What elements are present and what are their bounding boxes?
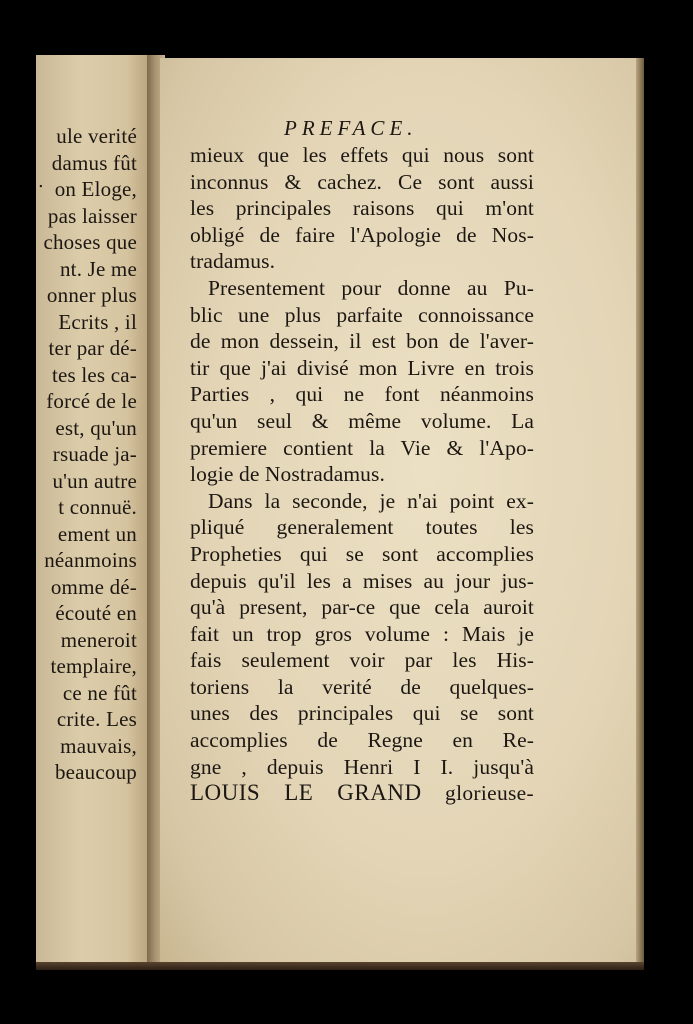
- text-line: mieux que les effets qui nous sont: [190, 143, 534, 167]
- left-line: forcé de le: [46, 389, 137, 413]
- left-line: omme dé-: [50, 574, 137, 599]
- left-line: templaire,: [50, 654, 137, 678]
- running-header: PREFACE.: [284, 116, 418, 140]
- left-line: ce ne fût: [62, 680, 137, 705]
- page-edge-shadow: [636, 58, 644, 966]
- left-page-text: [36, 123, 137, 786]
- text-line: Dans la seconde, je n'ai point ex-: [208, 488, 534, 513]
- text-line: fait un trop gros volume : Mais je: [190, 621, 534, 646]
- left-line: choses que: [43, 230, 137, 254]
- left-line: ement un: [57, 521, 137, 546]
- text-line: tradamus.: [190, 249, 276, 274]
- left-line: Ecrits , il: [58, 309, 137, 334]
- left-line: tes les ca-: [52, 362, 137, 387]
- left-page: [36, 55, 149, 967]
- text-line-last: [190, 780, 534, 807]
- text-line: de mon dessein, il est bon de l'aver-: [190, 329, 534, 354]
- text-line: Parties , qui ne font néanmoins: [190, 382, 534, 407]
- text-line: unes des principales qui se sont: [190, 701, 534, 726]
- left-line: nt. Je me: [59, 256, 137, 281]
- text-line: les principales raisons qui m'ont: [190, 196, 534, 221]
- left-line: u'un autre: [52, 468, 137, 493]
- text-line: accomplies de Regne en Re-: [190, 728, 534, 753]
- text-line: gne , depuis Henri I I. jusqu'à: [190, 754, 534, 779]
- text-line: toriens la verité de quelques-: [190, 674, 534, 699]
- left-line: beaucoup: [54, 760, 137, 784]
- text-line: depuis qu'il les a mises au jour jus-: [190, 568, 534, 593]
- left-line: rsuade ja-: [52, 442, 137, 466]
- left-line: crite. Les: [56, 707, 137, 731]
- left-line: écouté en: [55, 601, 137, 625]
- text-line: inconnus & cachez. Ce sont aussi: [190, 169, 534, 194]
- right-page: [160, 58, 642, 966]
- left-line: est, qu'un: [55, 415, 137, 440]
- text-line: premiere contient la Vie & l'Apo-: [190, 435, 534, 460]
- text-line: Presentement pour donne au Pu-: [208, 275, 534, 300]
- text-line: tir que j'ai divisé mon Livre en trois: [190, 355, 534, 380]
- text-line: blic une plus parfaite connoissance: [190, 302, 534, 327]
- left-line: damus fût: [51, 150, 137, 175]
- left-line: on Eloge,: [54, 177, 137, 201]
- left-line: meneroit: [60, 627, 137, 652]
- left-line: ule verité: [56, 124, 137, 148]
- left-line: t connuë.: [58, 495, 137, 519]
- book-bottom-edge: [36, 962, 644, 970]
- left-line: onner plus: [46, 283, 137, 307]
- left-line: pas laisser: [47, 203, 137, 228]
- left-line: mauvais,: [60, 733, 137, 758]
- text-line: qu'à present, par-ce que cela auroit: [190, 595, 534, 620]
- left-line: ter par dé-: [48, 336, 137, 360]
- text-line: pliqué generalement toutes les: [190, 515, 534, 540]
- text-line: fais seulement voir par les His-: [190, 648, 534, 673]
- text-line: logie de Nostradamus.: [190, 462, 385, 487]
- left-page-mark: .: [38, 171, 44, 192]
- text-line: Propheties qui se sont accomplies: [190, 541, 534, 566]
- louis-le-grand-text: LOUIS LE GRAND: [190, 780, 422, 806]
- text-line: obligé de faire l'Apologie de Nos-: [190, 222, 534, 247]
- right-page-text: [190, 142, 534, 807]
- last-line-rest: glorieuse-: [445, 781, 534, 806]
- text-line: qu'un seul & même volume. La: [190, 408, 534, 433]
- left-line: néanmoins: [44, 548, 137, 572]
